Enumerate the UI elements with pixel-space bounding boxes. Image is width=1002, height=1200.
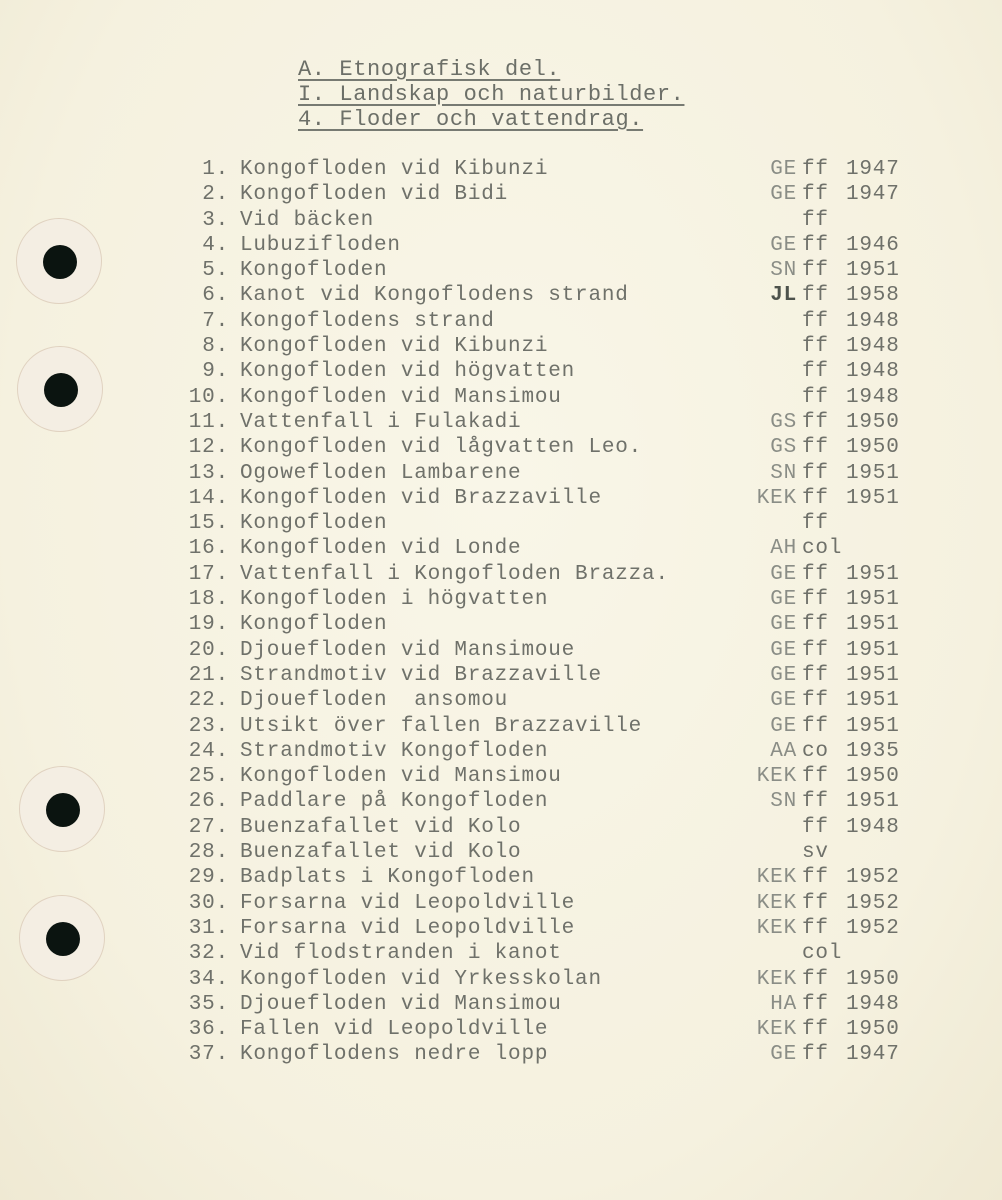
item-title: Buenzafallet vid Kolo	[240, 841, 522, 865]
list-item	[0, 511, 1002, 536]
item-year: 1948	[846, 385, 900, 409]
item-format: ff	[802, 562, 829, 586]
list-item	[0, 789, 1002, 814]
list-item	[0, 663, 1002, 688]
item-title: Kongofloden vid Londe	[240, 537, 522, 561]
item-photographer-initials: KEK	[756, 765, 797, 789]
list-item	[0, 536, 1002, 561]
list-item	[0, 891, 1002, 916]
item-year: 1951	[846, 259, 900, 283]
item-format: ff	[802, 891, 829, 915]
item-format: ff	[802, 765, 829, 789]
item-photographer-initials: GE	[770, 638, 797, 662]
list-item	[0, 1017, 1002, 1042]
item-format: col	[802, 537, 843, 561]
list-item	[0, 182, 1002, 207]
item-title: Fallen vid Leopoldville	[240, 1018, 549, 1042]
item-photographer-initials: GE	[770, 613, 797, 637]
item-title: Djouefloden vid Mansimou	[240, 992, 562, 1016]
item-year: 1947	[846, 1043, 900, 1067]
item-photographer-initials: SN	[770, 259, 797, 283]
item-number: 25.	[188, 765, 229, 789]
item-title: Kongofloden vid högvatten	[240, 360, 576, 384]
item-format: ff	[802, 967, 829, 991]
item-title: Kongoflodens nedre lopp	[240, 1043, 549, 1067]
item-title: Kongofloden	[240, 613, 388, 637]
item-photographer-initials: SN	[770, 790, 797, 814]
item-number: 35.	[188, 992, 229, 1016]
item-number: 13.	[188, 461, 229, 485]
item-photographer-initials: GS	[770, 410, 797, 434]
item-photographer-initials: AA	[770, 739, 797, 763]
item-photographer-initials: GE	[770, 158, 797, 181]
item-number: 28.	[188, 841, 229, 865]
list-item	[0, 967, 1002, 992]
item-number: 37.	[188, 1043, 229, 1067]
item-year: 1951	[846, 588, 900, 612]
item-year: 1951	[846, 790, 900, 814]
item-year: 1950	[846, 1018, 900, 1042]
item-title: Kongofloden	[240, 512, 388, 536]
item-title: Kongoflodens strand	[240, 309, 495, 333]
list-item	[0, 865, 1002, 890]
item-title: Kongofloden vid Bidi	[240, 183, 509, 207]
item-title: Buenzafallet vid Kolo	[240, 815, 522, 839]
item-number: 29.	[188, 866, 229, 890]
list-item	[0, 815, 1002, 840]
item-title: Kongofloden vid Kibunzi	[240, 335, 549, 359]
item-year: 1950	[846, 967, 900, 991]
item-year: 1951	[846, 638, 900, 662]
list-item	[0, 435, 1002, 460]
item-format: ff	[802, 613, 829, 637]
list-item	[0, 208, 1002, 233]
item-format: ff	[802, 309, 829, 333]
item-number: 2.	[202, 183, 229, 207]
heading-line-2: I. Landskap och naturbilder.	[298, 82, 685, 107]
item-photographer-initials: KEK	[756, 967, 797, 991]
item-format: ff	[802, 1043, 829, 1067]
item-year: 1935	[846, 739, 900, 763]
item-photographer-initials: HA	[770, 992, 797, 1016]
item-photographer-initials: GE	[770, 689, 797, 713]
item-format: ff	[802, 790, 829, 814]
item-format: ff	[802, 1018, 829, 1042]
item-year: 1951	[846, 562, 900, 586]
item-title: Kongofloden vid Yrkesskolan	[240, 967, 602, 991]
item-photographer-initials: KEK	[756, 486, 797, 510]
item-title: Strandmotiv vid Brazzaville	[240, 663, 602, 687]
list-item	[0, 334, 1002, 359]
item-number: 11.	[188, 410, 229, 434]
item-photographer-initials: SN	[770, 461, 797, 485]
item-title: Djouefloden ansomou	[240, 689, 509, 713]
item-number: 26.	[188, 790, 229, 814]
list-item	[0, 410, 1002, 435]
item-number: 24.	[188, 739, 229, 763]
item-title: Vattenfall i Kongofloden Brazza.	[240, 562, 669, 586]
item-number: 3.	[202, 208, 229, 232]
item-title: Kongofloden vid Mansimou	[240, 765, 562, 789]
item-format: ff	[802, 916, 829, 940]
item-format: ff	[802, 385, 829, 409]
item-number: 5.	[202, 259, 229, 283]
item-year: 1948	[846, 360, 900, 384]
list-item	[0, 688, 1002, 713]
item-photographer-initials: JL	[770, 284, 797, 308]
item-number: 15.	[188, 512, 229, 536]
item-format: co	[802, 739, 829, 763]
item-photographer-initials: GE	[770, 1043, 797, 1067]
item-number: 10.	[188, 385, 229, 409]
item-photographer-initials: KEK	[756, 891, 797, 915]
item-photographer-initials: GE	[770, 714, 797, 738]
item-year: 1952	[846, 866, 900, 890]
item-year: 1947	[846, 183, 900, 207]
item-title: Vid bäcken	[240, 208, 375, 232]
item-title: Forsarna vid Leopoldville	[240, 916, 576, 940]
list-item	[0, 992, 1002, 1017]
item-format: ff	[802, 689, 829, 713]
item-format: ff	[802, 436, 829, 460]
item-year: 1952	[846, 916, 900, 940]
list-item	[0, 258, 1002, 283]
item-title: Kongofloden i högvatten	[240, 588, 549, 612]
item-year: 1948	[846, 992, 900, 1016]
item-year: 1951	[846, 689, 900, 713]
item-year: 1950	[846, 410, 900, 434]
item-title: Kongofloden	[240, 259, 388, 283]
item-format: ff	[802, 663, 829, 687]
list-item	[0, 385, 1002, 410]
list-item	[0, 309, 1002, 334]
list-item	[0, 486, 1002, 511]
item-format: ff	[802, 512, 829, 536]
item-format: ff	[802, 158, 829, 181]
item-year: 1951	[846, 714, 900, 738]
item-title: Ogowefloden Lambarene	[240, 461, 522, 485]
item-number: 30.	[188, 891, 229, 915]
item-year: 1946	[846, 233, 900, 257]
item-title: Kongofloden vid Kibunzi	[240, 158, 549, 181]
item-format: col	[802, 942, 843, 966]
item-year: 1947	[846, 158, 900, 181]
list-item	[0, 283, 1002, 308]
item-photographer-initials: GE	[770, 183, 797, 207]
item-number: 36.	[188, 1018, 229, 1042]
list-item	[0, 739, 1002, 764]
item-year: 1950	[846, 436, 900, 460]
item-title: Paddlare på Kongofloden	[240, 790, 549, 814]
item-number: 19.	[188, 613, 229, 637]
item-photographer-initials: KEK	[756, 1018, 797, 1042]
item-title: Kongofloden vid Brazzaville	[240, 486, 602, 510]
item-number: 16.	[188, 537, 229, 561]
list-item	[0, 714, 1002, 739]
item-year: 1951	[846, 613, 900, 637]
item-photographer-initials: AH	[770, 537, 797, 561]
item-photographer-initials: GE	[770, 663, 797, 687]
item-format: ff	[802, 815, 829, 839]
list-item	[0, 941, 1002, 966]
item-format: ff	[802, 284, 829, 308]
list-item	[0, 638, 1002, 663]
item-number: 4.	[202, 233, 229, 257]
list-item	[0, 562, 1002, 587]
item-photographer-initials: GE	[770, 233, 797, 257]
item-title: Forsarna vid Leopoldville	[240, 891, 576, 915]
section-heading	[298, 57, 684, 132]
item-year: 1951	[846, 486, 900, 510]
item-photographer-initials: GS	[770, 436, 797, 460]
item-year: 1948	[846, 309, 900, 333]
item-year: 1950	[846, 765, 900, 789]
item-title: Strandmotiv Kongofloden	[240, 739, 549, 763]
item-year: 1952	[846, 891, 900, 915]
list-item	[0, 612, 1002, 637]
item-number: 1.	[202, 158, 229, 181]
item-title: Badplats i Kongofloden	[240, 866, 535, 890]
item-format: ff	[802, 183, 829, 207]
item-number: 23.	[188, 714, 229, 738]
heading-line-1: A. Etnografisk del.	[298, 57, 561, 82]
item-year: 1948	[846, 335, 900, 359]
item-title: Kanot vid Kongoflodens strand	[240, 284, 629, 308]
list-item	[0, 461, 1002, 486]
item-title: Kongofloden vid Mansimou	[240, 385, 562, 409]
item-format: ff	[802, 461, 829, 485]
item-number: 14.	[188, 486, 229, 510]
item-year: 1951	[846, 663, 900, 687]
item-title: Vattenfall i Fulakadi	[240, 410, 522, 434]
item-number: 32.	[188, 942, 229, 966]
item-number: 7.	[202, 309, 229, 333]
item-format: ff	[802, 714, 829, 738]
item-title: Lubuzifloden	[240, 233, 401, 257]
item-format: ff	[802, 360, 829, 384]
list-item	[0, 233, 1002, 258]
item-format: ff	[802, 410, 829, 434]
item-number: 8.	[202, 335, 229, 359]
item-number: 12.	[188, 436, 229, 460]
item-year: 1958	[846, 284, 900, 308]
item-year: 1948	[846, 815, 900, 839]
item-format: ff	[802, 638, 829, 662]
list-item	[0, 359, 1002, 384]
item-photographer-initials: KEK	[756, 916, 797, 940]
item-format: ff	[802, 588, 829, 612]
item-format: ff	[802, 335, 829, 359]
item-number: 9.	[202, 360, 229, 384]
item-number: 20.	[188, 638, 229, 662]
heading-line-3: 4. Floder och vattendrag.	[298, 107, 644, 132]
list-item	[0, 840, 1002, 865]
list-item	[0, 764, 1002, 789]
item-number: 21.	[188, 663, 229, 687]
item-number: 27.	[188, 815, 229, 839]
item-number: 6.	[202, 284, 229, 308]
list-item	[0, 1042, 1002, 1067]
item-format: sv	[802, 841, 829, 865]
item-photographer-initials: GE	[770, 562, 797, 586]
list-item	[0, 157, 1002, 182]
item-photographer-initials: KEK	[756, 866, 797, 890]
list-item	[0, 916, 1002, 941]
item-year: 1951	[846, 461, 900, 485]
item-format: ff	[802, 259, 829, 283]
item-title: Kongofloden vid lågvatten Leo.	[240, 436, 643, 460]
item-format: ff	[802, 486, 829, 510]
catalog-list	[0, 157, 1002, 1068]
item-title: Vid flodstranden i kanot	[240, 942, 562, 966]
item-number: 17.	[188, 562, 229, 586]
item-photographer-initials: GE	[770, 588, 797, 612]
list-item	[0, 587, 1002, 612]
item-number: 18.	[188, 588, 229, 612]
item-format: ff	[802, 866, 829, 890]
item-number: 34.	[188, 967, 229, 991]
item-format: ff	[802, 992, 829, 1016]
item-format: ff	[802, 233, 829, 257]
item-title: Djouefloden vid Mansimoue	[240, 638, 576, 662]
item-format: ff	[802, 208, 829, 232]
item-title: Utsikt över fallen Brazzaville	[240, 714, 643, 738]
item-number: 31.	[188, 916, 229, 940]
item-number: 22.	[188, 689, 229, 713]
